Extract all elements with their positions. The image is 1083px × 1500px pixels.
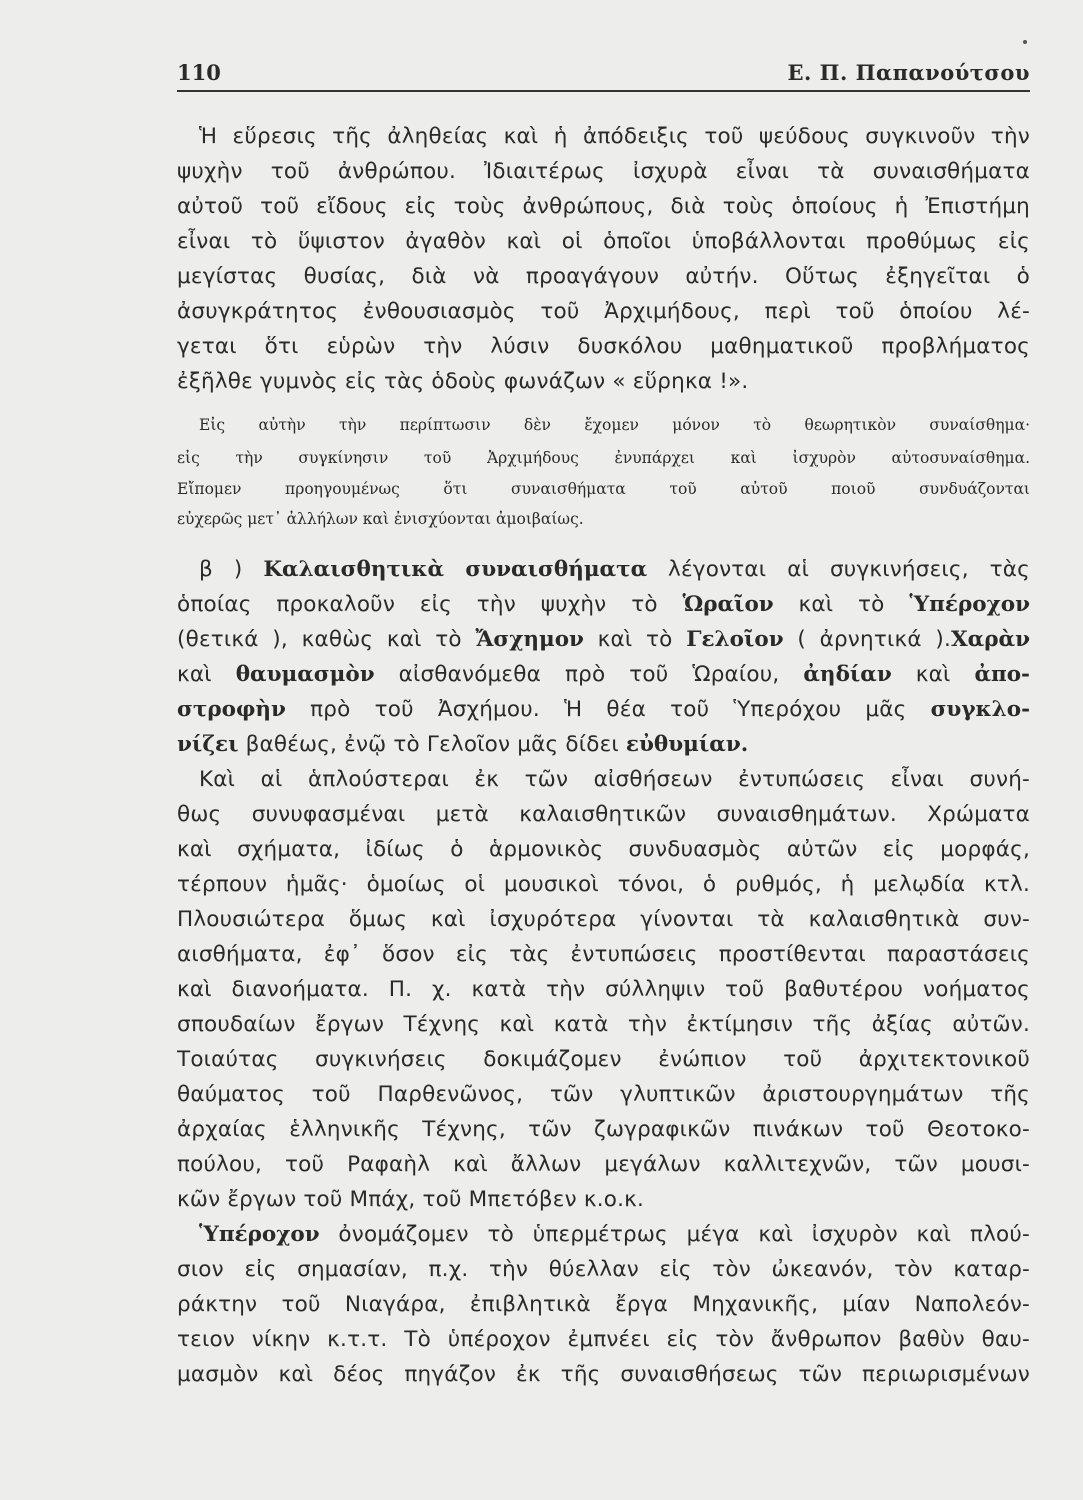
text-line: Καὶ αἱ ἁπλούστεραι ἐκ τῶν αἰσθήσεων ἐντυπώσεις εἶναι συνή- <box>199 767 1030 792</box>
text-line: ράκτην τοῦ Νιαγάρα, ἐπιβλητικὰ ἔργα Μηχανικῆς, μίαν Ναπολεόν- <box>177 1292 1030 1317</box>
text-run: (θετικά ), καθὼς καὶ τὸ <box>177 627 476 652</box>
text-run: καὶ <box>891 662 975 687</box>
text-run: καὶ τὸ <box>773 592 910 617</box>
text-line: πούλου, τοῦ Ραφαὴλ καὶ ἄλλων μεγάλων καλλιτεχνῶν, τῶν μουσι- <box>177 1152 1030 1177</box>
text-line <box>177 555 1030 585</box>
term-aschemon: Ἄσχημον <box>475 627 584 652</box>
text-line: ἀρχαίας ἑλληνικῆς Τέχνης, τῶν ζωγραφικῶν πινάκων τοῦ Θεοτοκο- <box>177 1117 1030 1142</box>
text-line: ἀσυγκράτητος ἐνθουσιασμὸς τοῦ Ἀρχιμήδους, περὶ τοῦ ὁποίου λέ- <box>177 299 1030 324</box>
text-line: καὶ σχήματα, ἰδίως ὁ ἁρμονικὸς συνδυασμὸς αὐτῶν εἰς μορφάς, <box>177 837 1030 862</box>
page-header <box>177 56 1030 92</box>
text-line: γεται ὅτι εὑρὼν τὴν λύσιν δυσκόλου μαθηματικοῦ προβλήματος <box>177 334 1030 359</box>
text-line: μεγίστας θυσίας, διὰ νὰ προαγάγουν αὐτήν. Οὕτως ἐξηγεῖται ὁ <box>177 264 1030 289</box>
section-marker: β ) <box>199 557 264 582</box>
text-line: σπουδαίων ἔργων Τέχνης καὶ κατὰ τὴν ἐκτίμησιν τῆς ἀξίας αὐτῶν. <box>177 1012 1030 1037</box>
term-aedian: ἀηδίαν <box>803 662 892 687</box>
text-run: λέγονται αἱ συγκινήσεις, τὰς <box>647 557 1030 582</box>
print-speck <box>1023 40 1027 44</box>
text-line <box>177 730 1030 760</box>
term-oraion: Ὡραῖον <box>682 592 774 617</box>
page-number: 110 <box>177 60 221 85</box>
text-line: θως συνυφασμέναι μετὰ καλαισθητικῶν συναισθημάτων. Χρώματα <box>177 802 1030 827</box>
text-run: ὁποίας προκαλοῦν εἰς τὴν ψυχὴν τὸ <box>177 592 683 617</box>
text-run: ( ἀρνητικά ). <box>783 627 951 652</box>
text-line: ψυχὴν τοῦ ἀνθρώπου. Ἰδιαιτέρως ἰσχυρὰ εἶναι τὰ συναισθήματα <box>177 159 1030 184</box>
text-line <box>177 590 1030 620</box>
text-line <box>177 1220 1030 1250</box>
text-run: ὀνομάζομεν τὸ ὑπερμέτρως μέγα καὶ ἰσχυρὸν καὶ πλού- <box>319 1222 1030 1247</box>
text-line: αὐτοῦ τοῦ εἴδους εἰς τοὺς ἀνθρώπους, διὰ τοὺς ὁποίους ἡ Ἐπιστήμη <box>177 194 1030 219</box>
term-charan: Χαρὰν <box>951 627 1030 652</box>
term-apostrophen-end: στροφὴν <box>177 697 286 722</box>
note-line: Εἰς αὐτὴν τὴν περίπτωσιν δὲν ἔχομεν μόνον τὸ θεωρητικὸν συναίσθημα· <box>199 416 1030 434</box>
text-line: Τοιαύτας συγκινήσεις δοκιμάζομεν ἐνώπιον τοῦ ἀρχιτεκτονικοῦ <box>177 1047 1030 1072</box>
term-thaumasmon: θαυμασμὸν <box>235 662 375 687</box>
term-yperochon: Ὑπέροχον <box>909 592 1030 617</box>
text-line <box>177 660 1030 690</box>
text-run: καὶ <box>177 662 236 687</box>
text-run: πρὸ τοῦ Ἀσχήμου. Ἡ θέα τοῦ Ὑπερόχου μᾶς <box>285 697 931 722</box>
term-euthymian: εὐθυμίαν. <box>625 732 749 757</box>
text-run: καὶ τὸ <box>583 627 687 652</box>
text-line: καὶ διανοήματα. Π. χ. κατὰ τὴν σύλληψιν τοῦ βαθυτέρου νοήματος <box>177 977 1030 1002</box>
note-line: εἰς τὴν συγκίνησιν τοῦ Ἀρχιμήδους ἐνυπάρχει καὶ ἰσχυρὸν αὐτοσυναίσθημα. <box>177 449 1030 467</box>
text-run: αἰσθανόμεθα πρὸ τοῦ Ὡραίου, <box>374 662 804 687</box>
text-line: μασμὸν καὶ δέος πηγάζον ἐκ τῆς συναισθήσεως τῶν περιωρισμένων <box>177 1362 1030 1387</box>
text-line: τειον νίκην κ.τ.τ. Τὸ ὑπέροχον ἐμπνέει εἰς τὸν ἄνθρωπον βαθὺν θαυ- <box>177 1327 1030 1352</box>
text-line: σιον εἰς σημασίαν, π.χ. τὴν θύελλαν εἰς τὸν ὠκεανόν, τὸν καταρ- <box>177 1257 1030 1282</box>
text-line: Πλουσιώτερα ὅμως καὶ ἰσχυρότερα γίνονται τὰ καλαισθητικὰ συν- <box>177 907 1030 932</box>
note-line: Εἴπομεν προηγουμένως ὅτι συναισθήματα τοῦ αὐτοῦ ποιοῦ συνδυάζονται <box>177 480 1030 498</box>
term-kalaisthetika: Καλαισθητικὰ συναισθήματα <box>263 557 648 582</box>
term-apostrophen-start: ἀπο- <box>974 662 1030 687</box>
term-yperochon-def: Ὑπέροχον <box>199 1222 320 1247</box>
text-line: τέρπουν ἡμᾶς· ὁμοίως οἱ μουσικοὶ τόνοι, ὁ ρυθμός, ἡ μελῳδία κτλ. <box>177 872 1030 897</box>
text-line: αισθήματα, ἐφ᾽ ὅσον εἰς τὰς ἐντυπώσεις προστίθενται παραστάσεις <box>177 942 1030 967</box>
text-line <box>177 695 1030 725</box>
text-line: θαύματος τοῦ Παρθενῶνος, τῶν γλυπτικῶν ἀριστουργημάτων τῆς <box>177 1082 1030 1107</box>
term-synklonizei-end: νίζει <box>177 732 239 757</box>
text-line: ἐξῆλθε γυμνὸς εἰς τὰς ὁδοὺς φωνάζων « εὕρηκα !». <box>177 369 749 394</box>
text-line <box>177 625 1030 655</box>
text-run: βαθέως, ἐνῷ τὸ Γελοῖον μᾶς δίδει <box>238 732 626 757</box>
note-line: εὐχερῶς μετ᾽ ἀλλήλων καὶ ἐνισχύονται ἀμοιβαίως. <box>177 510 584 528</box>
text-line: εἶναι τὸ ὕψιστον ἀγαθὸν καὶ οἱ ὁποῖοι ὑποβάλλονται προθύμως εἰς <box>177 229 1030 254</box>
term-synklonizei-start: συγκλο- <box>930 697 1030 722</box>
term-geloion: Γελοῖον <box>686 627 784 652</box>
text-line: Ἡ εὕρεσις τῆς ἀληθείας καὶ ἡ ἀπόδειξις τοῦ ψεύδους συγκινοῦν τὴν <box>199 124 1030 149</box>
text-line: κῶν ἔργων τοῦ Μπάχ, τοῦ Μπετόβεν κ.ο.κ. <box>177 1187 645 1212</box>
running-title: Ε. Π. Παπανούτσου <box>787 60 1030 85</box>
